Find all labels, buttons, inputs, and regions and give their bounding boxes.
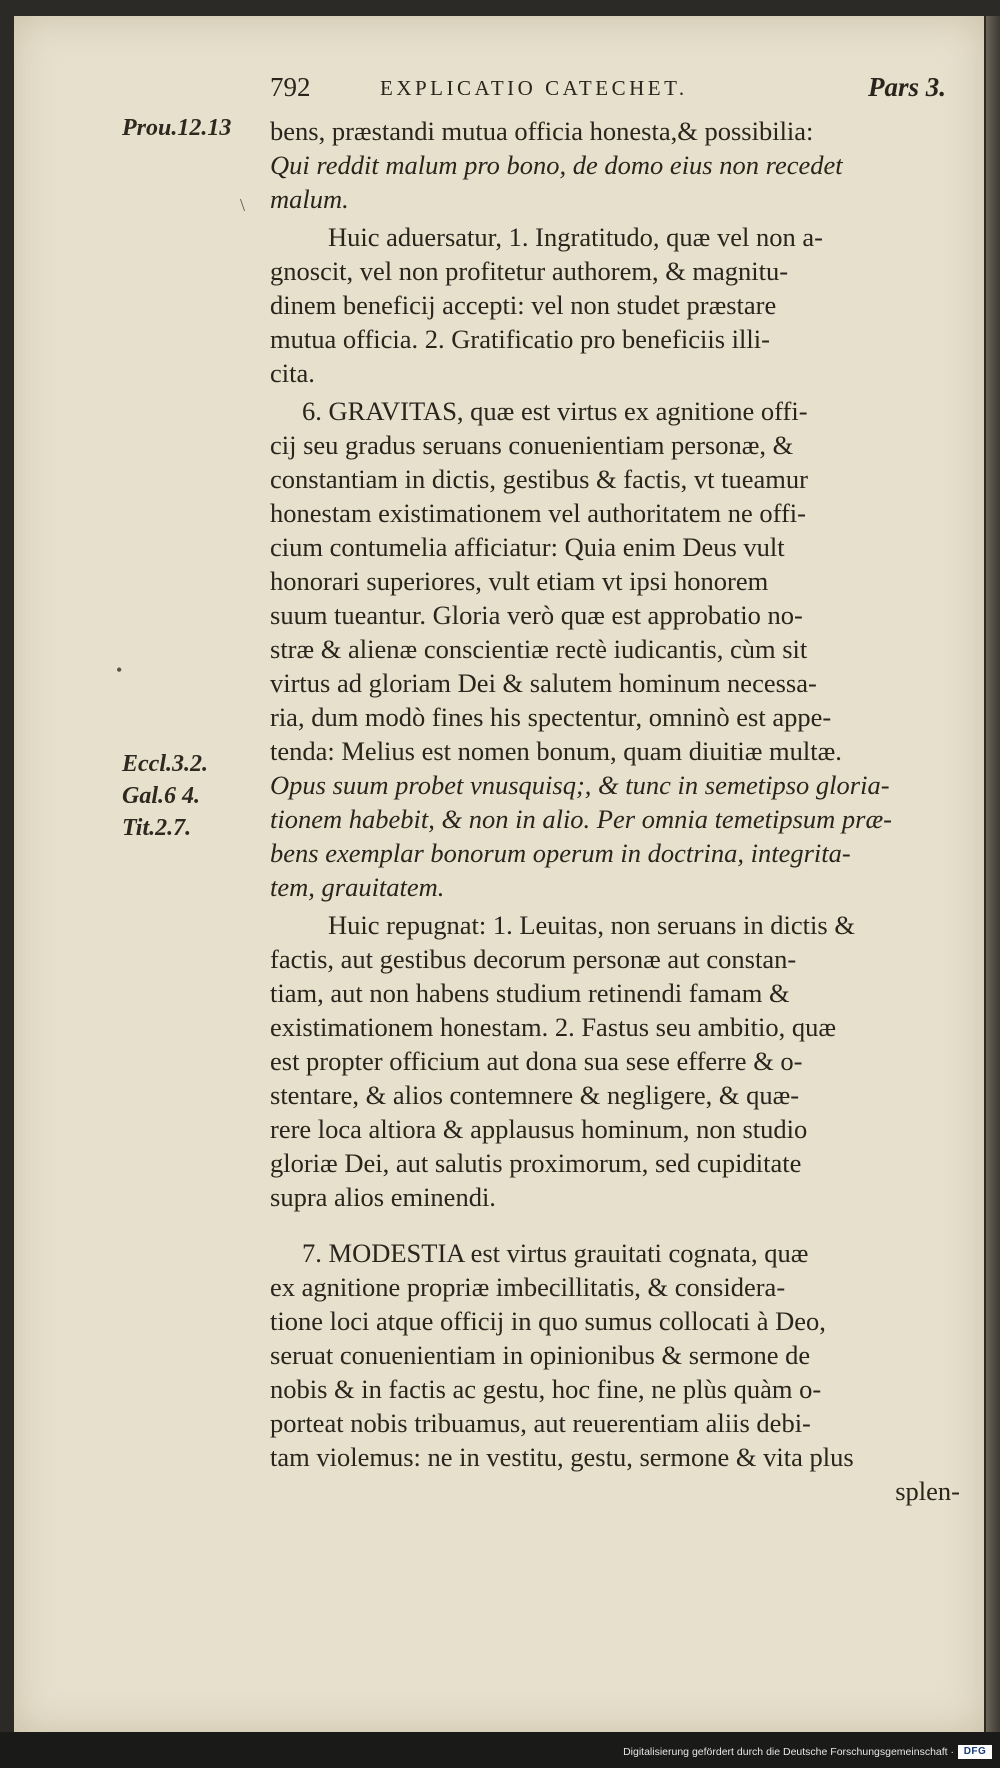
- text-line: mutua officia. 2. Gratificatio pro beneficiis illi-: [270, 324, 770, 354]
- dfg-logo: DFG: [958, 1745, 992, 1759]
- ink-dot: •: [116, 660, 123, 680]
- text-line: gloriæ Dei, aut salutis proximorum, sed cupiditate: [270, 1148, 802, 1178]
- text-line: supra alios eminendi.: [270, 1182, 496, 1212]
- text-line: rere loca altiora & applausus hominum, non studio: [270, 1114, 808, 1144]
- text-line: 6. GRAVITAS, quæ est virtus ex agnitione offi-: [302, 396, 808, 426]
- digitization-credit: Digitalisierung gefördert durch die Deutsche Forschungsgemeinschaft ·: [623, 1746, 954, 1758]
- text-line: tam violemus: ne in vestitu, gestu, sermone & vita plus: [270, 1442, 854, 1472]
- text-line: factis, aut gestibus decorum personæ aut constan-: [270, 944, 797, 974]
- text-line: Huic repugnat: 1. Leuitas, non seruans in dictis &: [328, 910, 855, 940]
- text-line: stentare, & alios contemnere & negligere, & quæ-: [270, 1080, 800, 1110]
- text-line: virtus ad gloriam Dei & salutem hominum necessa-: [270, 668, 817, 698]
- text-line: tione loci atque officij in quo sumus collocati à Deo,: [270, 1306, 826, 1336]
- text-line: Qui reddit malum pro bono, de domo eius non recedet: [270, 150, 843, 180]
- margin-note-proverbs: Prou.12.13: [122, 115, 232, 141]
- text-line: bens exemplar bonorum operum in doctrina, integrita-: [270, 838, 851, 868]
- margin-note-galatians: Gal.6 4.: [122, 783, 200, 809]
- text-line: honestam existimationem vel authoritatem ne offi-: [270, 498, 806, 528]
- text-line: ria, dum modò fines his spectentur, omninò est appe-: [270, 702, 832, 732]
- margin-note-ecclesiastes: Eccl.3.2.: [122, 751, 208, 777]
- part-label: Pars 3.: [868, 72, 947, 102]
- ink-mark: \: [240, 195, 246, 215]
- text-line: stræ & alienæ conscientiæ rectè iudicantis, cùm sit: [270, 634, 808, 664]
- text-line: honorari superiores, vult etiam vt ipsi honorem: [270, 566, 769, 596]
- text-line: est propter officium aut dona sua sese efferre & o-: [270, 1046, 803, 1076]
- text-line: porteat nobis tribuamus, aut reuerentiam aliis debi-: [270, 1408, 811, 1438]
- text-line: nobis & in factis ac gestu, hoc fine, ne plùs quàm o-: [270, 1374, 822, 1404]
- page-number: 792: [270, 72, 311, 102]
- text-line: cita.: [270, 358, 315, 388]
- text-line: gnoscit, vel non profitetur authorem, & magnitu-: [270, 256, 789, 286]
- text-line: tionem habebit, & non in alio. Per omnia temetipsum præ-: [270, 804, 892, 834]
- text-line: dinem beneficij accepti: vel non studet præstare: [270, 290, 777, 320]
- text-line: cij seu gradus seruans conuenientiam personæ, &: [270, 430, 794, 460]
- text-line: seruat conuenientiam in opinionibus & sermone de: [270, 1340, 811, 1370]
- text-line: Huic aduersatur, 1. Ingratitudo, quæ vel non a-: [328, 222, 823, 252]
- text-line: cium contumelia afficiatur: Quia enim Deus vult: [270, 532, 785, 562]
- margin-note-titus: Tit.2.7.: [122, 815, 192, 841]
- text-line: tiam, aut non habens studium retinendi famam &: [270, 978, 790, 1008]
- text-line: malum.: [270, 184, 349, 214]
- catchword: splen-: [895, 1476, 960, 1506]
- text-line: suum tueantur. Gloria verò quæ est approbatio no-: [270, 600, 803, 630]
- text-line: bens, præstandi mutua officia honesta,& possibilia:: [270, 116, 814, 146]
- text-line: constantiam in dictis, gestibus & factis, vt tueamur: [270, 464, 808, 494]
- running-title: EXPLICATIO CATECHET.: [380, 76, 688, 100]
- text-line: ex agnitione propriæ imbecillitatis, & considera-: [270, 1272, 786, 1302]
- text-line: Opus suum probet vnusquisq;, & tunc in semetipso gloria-: [270, 770, 890, 800]
- text-line: 7. MODESTIA est virtus grauitati cognata, quæ: [302, 1238, 809, 1268]
- page-edge: [986, 16, 1000, 1732]
- text-line: tenda: Melius est nomen bonum, quam diuitiæ multæ.: [270, 736, 842, 766]
- text-line: tem, grauitatem.: [270, 872, 445, 902]
- text-line: existimationem honestam. 2. Fastus seu ambitio, quæ: [270, 1012, 837, 1042]
